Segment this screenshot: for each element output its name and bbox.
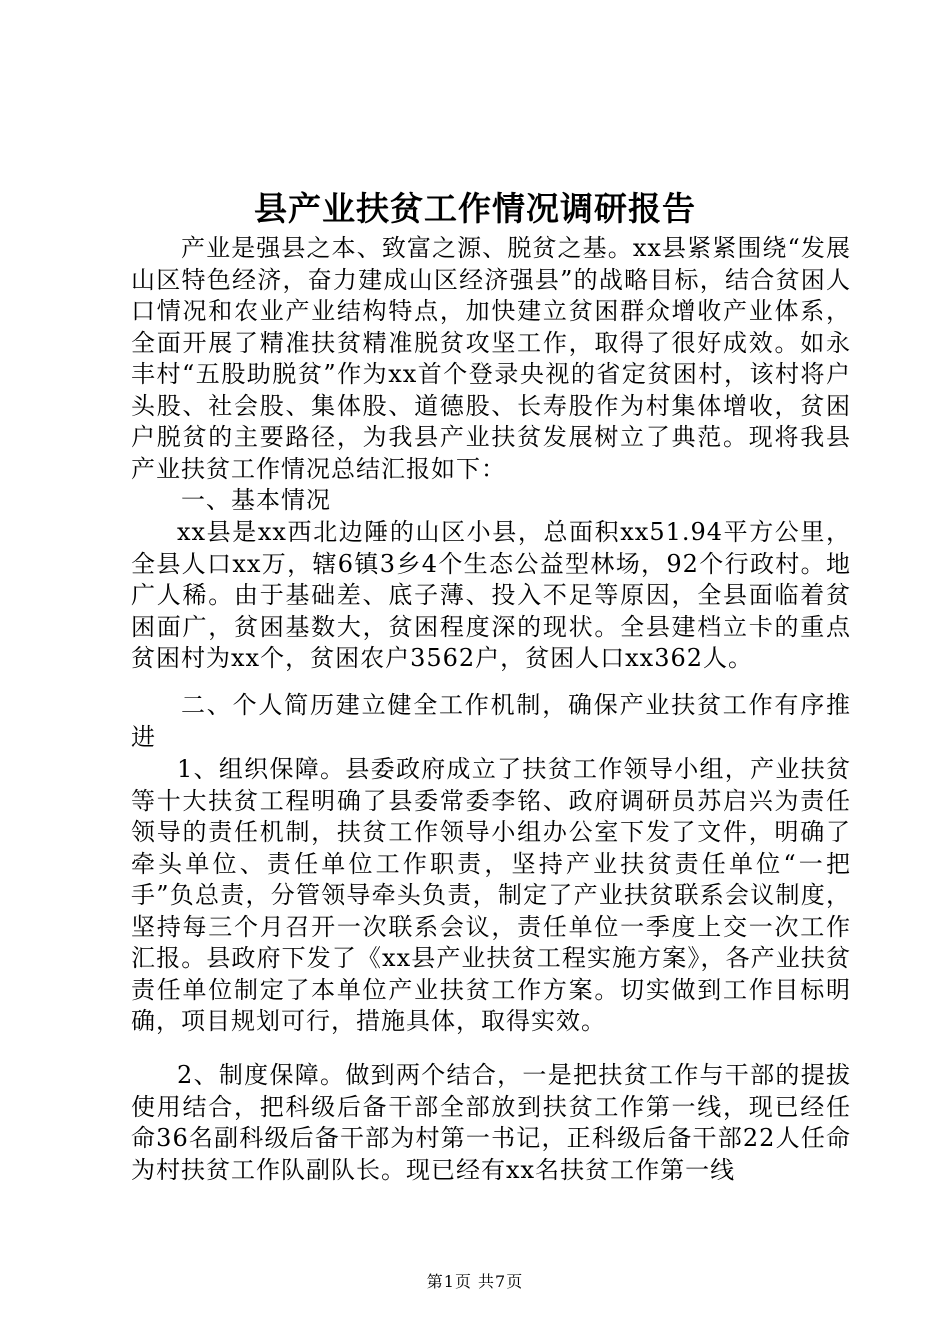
intro-paragraph: 产业是强县之本、致富之源、脱贫之基。xx县紧紧围绕“发展山区特色经济，奋力建成山区经济强县”的战略目标，结合贫困人口情况和农业产业结构特点，加快建立贫困群众增收产业体系，全面开展了精准扶贫精准脱贫攻坚工作，取得了很好成效。如永丰村“五股助脱贫”作为xx首个登录央视的省定贫困村，该村将户头股、社会股、集体股、道德股、长寿股作为村集体增收，贫困户脱贫的主要路径，为我县产业扶贫发展树立了典范。现将我县产业扶贫工作情况总结汇报如下： <box>131 234 851 483</box>
basic-situation-paragraph: xx县是xx西北边陲的山区小县，总面积xx51.94平方公里，全县人口xx万，辖6镇3乡4个生态公益型林场，92个行政村。地广人稀。由于基础差、底子薄、投入不足等原因，全县面临着贫困面广，贫困基数大，贫困程度深的现状。全县建档立卡的重点贫困村为xx个，贫困农户3562户，贫困人口xx362人。 <box>131 518 851 672</box>
organization-guarantee-paragraph: 1、组织保障。县委政府成立了扶贫工作领导小组，产业扶贫等十大扶贫工程明确了县委常委李铭、政府调研员苏启兴为责任领导的责任机制，扶贫工作领导小组办公室下发了文件，明确了牵头单位、责任单位工作职责，坚持产业扶贫责任单位“一把手”负总责，分管领导牵头负责，制定了产业扶贫联系会议制度，坚持每三个月召开一次联系会议，责任单位一季度上交一次工作汇报。县政府下发了《xx县产业扶贫工程实施方案》，各产业扶贫责任单位制定了本单位产业扶贫工作方案。切实做到工作目标明确，项目规划可行，措施具体，取得实效。 <box>131 755 851 1035</box>
page-number-footer: 第1页 共7页 <box>426 1272 524 1291</box>
section-heading-basic: 一、基本情况 <box>181 486 331 514</box>
document-title: 县产业扶贫工作情况调研报告 <box>254 189 696 228</box>
system-guarantee-paragraph: 2、制度保障。做到两个结合，一是把扶贫工作与干部的提拔使用结合，把科级后备干部全部放到扶贫工作第一线，现已经任命36名副科级后备干部为村第一书记，正科级后备干部22人任命为村扶贫工作队副队长。现已经有xx名扶贫工作第一线 <box>131 1061 851 1184</box>
section-heading-mechanism: 二、个人简历建立健全工作机制，确保产业扶贫工作有序推进 <box>131 691 851 751</box>
